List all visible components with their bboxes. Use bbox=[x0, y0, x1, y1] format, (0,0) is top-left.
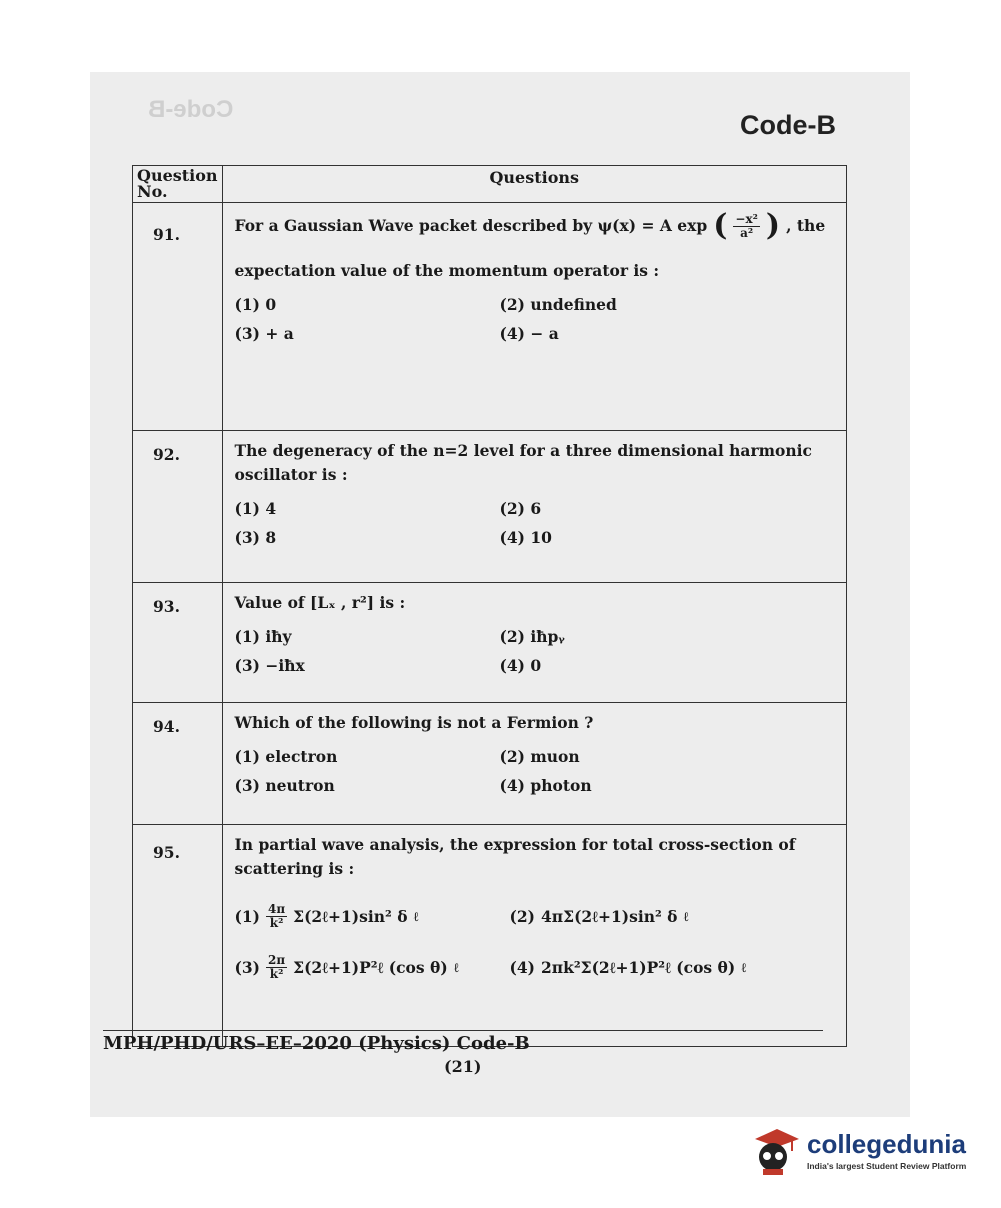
code-ghost-text: Code-B bbox=[148, 96, 234, 123]
option-3: (3) neutron bbox=[234, 776, 335, 795]
question-text: Value of [Lₓ , r²] is : bbox=[234, 593, 406, 612]
option-1: (1) iħy bbox=[234, 627, 292, 646]
option-3: (3) 8 bbox=[234, 528, 277, 547]
question-row-93 bbox=[133, 583, 847, 703]
option-1: (1) 4 bbox=[234, 499, 277, 518]
question-number: 93. bbox=[133, 583, 223, 703]
option-4: (4) 0 bbox=[499, 656, 542, 675]
question-text: For a Gaussian Wave packet described by ψ(x) = A exp ( $\frac{\text{−x²}}{\text{a²}}$ ) , the bbox=[234, 208, 826, 243]
page-number: (21) bbox=[444, 1057, 482, 1076]
question-text: In partial wave analysis, the expression for total cross-section of scattering is : bbox=[234, 835, 796, 878]
option-3: (3) −iħx bbox=[234, 656, 305, 675]
code-label: Code-B bbox=[740, 110, 836, 140]
exponent-fraction: $\frac{\text{−x²}}{\text{a²}}$ bbox=[735, 211, 758, 240]
option-1: (1) 0 bbox=[234, 295, 277, 314]
question-number: 94. bbox=[133, 703, 223, 825]
option-2: (2) 6 bbox=[499, 499, 542, 518]
question-text: Which of the following is not a Fermion ? bbox=[234, 713, 594, 732]
table-header-row bbox=[133, 166, 847, 203]
questions-table bbox=[132, 165, 847, 1047]
option-4: (4) 10 bbox=[499, 528, 552, 547]
question-number: 92. bbox=[133, 431, 223, 583]
option-2: (2) 4πΣ(2ℓ+1)sin² δ ℓ bbox=[509, 906, 689, 926]
option-4: (4) photon bbox=[499, 776, 592, 795]
brand-name: collegedunia bbox=[807, 1129, 966, 1159]
question-number: 95. bbox=[133, 825, 223, 1047]
question-row-91 bbox=[133, 203, 847, 431]
graduate-mascot-icon bbox=[745, 1125, 801, 1177]
question-text: The degeneracy of the n=2 level for a three dimensional harmonic oscillator is : bbox=[234, 441, 812, 484]
option-4: (4) − a bbox=[499, 324, 559, 343]
options bbox=[235, 499, 836, 547]
footer-code: MPH/PHD/URS–EE–2020 (Physics) Code-B bbox=[103, 1030, 823, 1054]
options bbox=[235, 747, 836, 795]
option-2: (2) undefined bbox=[499, 295, 617, 314]
option-1: (1) $\frac{4\pi}{\text{k²}}$ Σ(2ℓ+1)sin² δ ℓ bbox=[234, 902, 419, 930]
option-3: (3) + a bbox=[234, 324, 294, 343]
question-number: 91. bbox=[133, 203, 223, 431]
question-text-line2: expectation value of the momentum operator is : bbox=[234, 261, 660, 280]
option-4: (4) 2πk²Σ(2ℓ+1)P²ℓ (cos θ) ℓ bbox=[509, 957, 747, 977]
col-question-no: Question No. bbox=[133, 166, 223, 203]
option-2: (2) iħpᵧ bbox=[499, 627, 565, 646]
collegedunia-logo bbox=[745, 1125, 975, 1180]
question-row-92 bbox=[133, 431, 847, 583]
question-row-95 bbox=[133, 825, 847, 1047]
options bbox=[235, 295, 836, 343]
option-1: (1) electron bbox=[234, 747, 338, 766]
options bbox=[235, 627, 836, 675]
option-2: (2) muon bbox=[499, 747, 580, 766]
col-questions: Questions bbox=[222, 166, 846, 203]
question-row-94 bbox=[133, 703, 847, 825]
brand-tagline: India's largest Student Review Platform bbox=[807, 1161, 967, 1171]
option-3: (3) $\frac{2\pi}{\text{k²}}$ Σ(2ℓ+1)P²ℓ (cos θ) ℓ bbox=[234, 953, 459, 981]
options bbox=[235, 903, 836, 981]
